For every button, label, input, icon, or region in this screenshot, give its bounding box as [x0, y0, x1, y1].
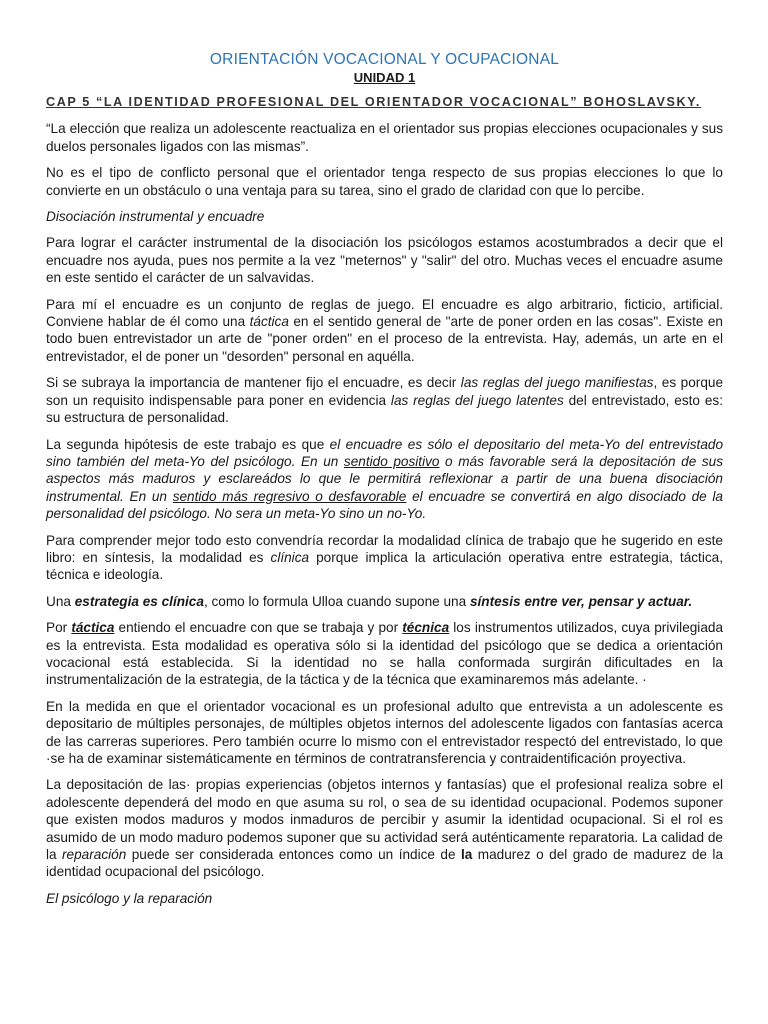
emphasis-reglas-manifiestas: las reglas del juego manifiestas: [460, 375, 654, 391]
text-run: Si se subraya la importancia de mantener fijo el encuadre, es decir: [46, 375, 461, 391]
document-page: [46, 50, 723, 916]
text-run: Una: [46, 593, 75, 609]
section-heading-reparacion: El psicólogo y la reparación: [46, 890, 213, 906]
text-run: o más favorable será la depositación de sus aspectos más maduros y esclareádos lo que le permitirá reflexionar a partir de una buena disociación instrumental. En un: [46, 453, 723, 504]
emphasis-clinica: clínica: [270, 549, 310, 565]
text-run: el encuadre es sólo el depositario del meta-Yo del entrevistado sino también del meta-Yo del psicólogo. En un: [46, 436, 724, 469]
underlined-sentido-regresivo: sentido más regresivo o desfavorable: [172, 488, 407, 504]
text-run: entiendo el encuadre con que se trabaja y por: [114, 620, 403, 636]
text-run: puede ser considerada entonces como un índice de: [126, 847, 461, 863]
section-heading-disociacion: Disociación instrumental y encuadre: [46, 209, 265, 225]
underlined-sentido-positivo: sentido positivo: [343, 453, 440, 469]
text-run: Por: [46, 620, 72, 636]
emphasis-tactica: táctica: [249, 314, 289, 330]
emphasis-sintesis: síntesis entre ver, pensar y actuar.: [469, 593, 693, 609]
text-run: madurez o del grado de madurez de la identidad ocupacional del psicólogo.: [46, 847, 724, 880]
paragraph-5: [46, 374, 723, 426]
emphasis-la: la: [461, 847, 473, 863]
emphasis-tactica-def: táctica: [71, 620, 115, 636]
paragraph-4: [46, 296, 723, 366]
paragraph-3: Para lograr el carácter instrumental de la disociación los psicólogos estamos acostumbrados a decir que el encuadre nos ayuda, pues nos permite a la vez "meternos" y "salir" del otro. Muchas veces el encuadre asume en este sentido el carácter de un salvavidas.: [46, 235, 723, 286]
text-run: porque implica la articulación operativa entre estrategia, táctica, técnica e ideología.: [46, 549, 723, 583]
paragraph-2: No es el tipo de conflicto personal que el orientador tenga respecto de sus propias elecciones lo que lo convierte en un obstáculo o una ventaja para su tarea, sino el grado de claridad con que lo percibe.: [46, 165, 723, 198]
text-run: en el sentido general de "arte de poner orden en las cosas". Existe en todo buen entrevistador un arte de "poner orden" en el proceso de la entrevista. Hay, además, un arte en el entrevistador, el de poner un "desorden" personal en aquélla.: [46, 314, 723, 364]
emphasis-reglas-latentes: las reglas del juego latentes: [390, 392, 564, 408]
text-run: , es porque son un requisito indispensable para poner en evidencia: [46, 375, 724, 408]
text-run: Para comprender mejor todo esto convendría recordar la modalidad clínica de trabajo que he sugerido en este libro: en síntesis, la modalidad es: [46, 532, 723, 565]
emphasis-tecnica-def: técnica: [402, 620, 450, 636]
text-run: del entrevistado, esto es: su estructura de personalidad.: [46, 392, 723, 426]
paragraph-10: En la medida en que el orientador vocacional es un profesional adulto que entrevista a un adolescente es depositario de múltiples personajes, de múltiples objetos internos del adolescente ligados con fantasías acerca de las carreras superiores. Pero también ocurre lo mismo con el entrevistador respectó del entrevistado, lo que ·se ha de examinar sistemáticamente en términos de contratransferencia y contraidentificación proyectiva.: [46, 698, 723, 766]
text-run: los instrumentos utilizados, cuya privilegiada es la entrevista. Esta modalidad es operativa sólo si la identidad del psicólogo que se dedica a orientación vocacional está establecida. Si la identidad no se halla conformada surgirán dificultades en la instrumentalización de la estrategia, de la táctica y de la técnica que examinaremos más adelante. ·: [46, 620, 724, 688]
paragraph-6: [46, 436, 723, 523]
paragraph-7: [46, 532, 723, 584]
paragraph-11: [46, 776, 723, 880]
paragraph-1: “La elección que realiza un adolescente reactualiza en el orientador sus propias elecciones ocupacionales y sus duelos personales ligados con las mismas”.: [46, 121, 723, 154]
paragraph-9: [46, 619, 723, 689]
emphasis-reparacion: reparación: [62, 847, 127, 863]
text-run: La segunda hipótesis de este trabajo es que: [46, 436, 330, 452]
text-run: el encuadre se convertirá en algo disociado de la personalidad del psicólogo. No sera un meta-Yo sino un no-Yo.: [46, 488, 723, 522]
text-run: La depositación de las· propias experiencias (objetos internos y fantasías) que el profesional realiza sobre el adolescente dependerá del modo en que asuma su rol, o sea de su identidad ocupacional. Podemos suponer que existen modos maduros y modos inmaduros de percibir y asumir la identidad ocupacional. Si el rol es asumido de un modo maduro podemos suponer que su actividad será auténticamente reparatoria. La calidad de la: [46, 777, 723, 863]
text-run: Para mí el encuadre es un conjunto de reglas de juego. El encuadre es algo arbitrario, ficticio, artificial. Conviene hablar de él como una: [46, 296, 723, 330]
text-run: , como lo formula Ulloa cuando supone una: [203, 593, 470, 609]
unit-heading: UNIDAD 1: [353, 70, 416, 85]
document-title: ORIENTACIÓN VOCACIONAL Y OCUPACIONAL: [209, 51, 560, 68]
emphasis-estrategia: estrategia es clínica: [74, 593, 204, 609]
chapter-heading: CAP 5 “LA IDENTIDAD PROFESIONAL DEL ORIENTADOR VOCACIONAL” BOHOSLAVSKY.: [46, 95, 701, 109]
paragraph-8: [46, 593, 723, 610]
